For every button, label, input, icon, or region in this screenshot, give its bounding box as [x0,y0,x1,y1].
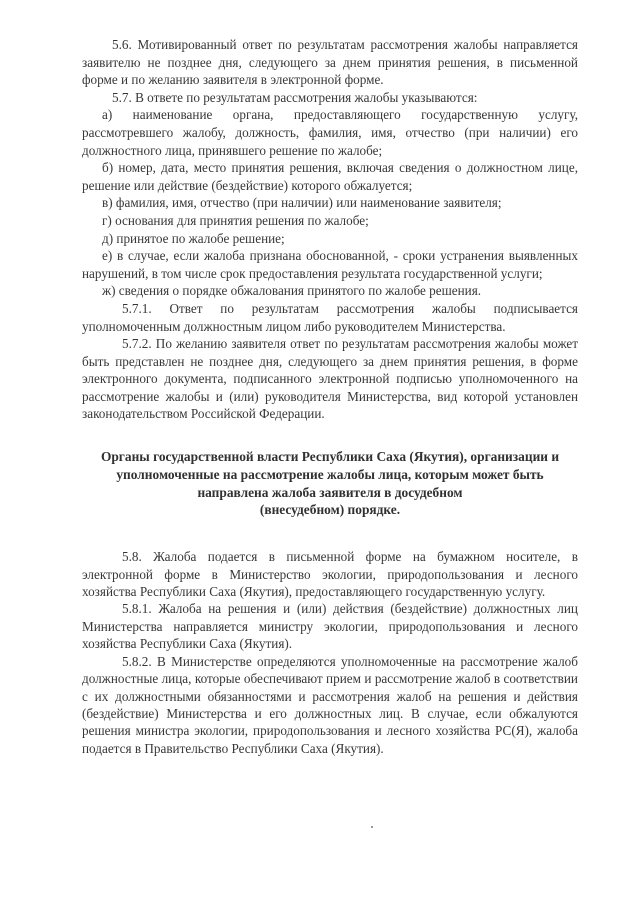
list-item-d: д) принятое по жалобе решение; [102,230,285,246]
paragraph-5-7: 5.7. В ответе по результатам рассмотрения жалобы указываются: [112,89,478,105]
list-item-v: в) фамилия, имя, отчество (при наличии) или наименование заявителя; [102,195,502,211]
paragraph-5-8-1: 5.8.1. Жалоба на решения и (или) действия (бездействие) должностных лиц Министерства направляется министру экологии, природопользования и лесного хозяйства Республики Саха (Якутия). [82,601,578,652]
heading-line-3: направлена жалоба заявителя в досудебном [197,484,463,500]
heading-line-1: Органы государственной власти Республики Саха (Якутия), организации и [100,449,560,465]
heading-line-2: уполномоченные на рассмотрение жалобы лица, которым может быть [116,466,544,482]
paragraph-5-7-2: 5.7.2. По желанию заявителя ответ по результатам рассмотрения жалобы может быть представлен не позднее дня, следующего за днем принятия решения, в форме электронного документа, подписанного электронной подписью уполномоченного на рассмотрение жалобы и (или) руководителя Министерства, вид которой установлен законодательством Российской Федерации. [82,336,578,422]
list-item-zh: ж) сведения о порядке обжалования принятого по жалобе решения. [102,283,482,299]
paragraph-5-7-1: 5.7.1. Ответ по результатам рассмотрения жалобы подписывается уполномоченным должностным лицом либо руководителем Министерства. [82,300,578,334]
list-item-e: е) в случае, если жалоба признана обоснованной, - сроки устранения выявленных нарушений, в том числе срок предоставления результата государственной услуги; [82,248,578,281]
list-item-g: г) основания для принятия решения по жалобе; [102,212,369,228]
paragraph-5-6: 5.6. Мотивированный ответ по результатам рассмотрения жалобы направляется заявителю не позднее дня, следующего за днем принятия решения, в письменной форме и по желанию заявителя в электронной форме. [82,37,578,88]
list-item-b: б) номер, дата, место принятия решения, включая сведения о должностном лице, решение или действие (бездействие) которого обжалуется; [82,160,578,193]
paragraph-5-8-2: 5.8.2. В Министерстве определяются уполномоченные на рассмотрение жалоб должностные лица, которые обеспечивают прием и рассмотрение жалоб в соответствии с их должностными обязанностями и рассмотрения жалоб на решения и действия (бездействие) Министерства и его должностных лиц. В случае, если обжалуются решения министра экологии, природопользования и лесного хозяйства РС(Я), жалоба подается в Правительство Республики Саха (Якутия). [82,653,578,756]
list-item-a: а) наименование органа, предоставляющего государственную услугу, рассмотревшего жалобу, должность, фамилия, имя, отчество (при наличии) его должностного лица, принявшего решение по жалобе; [82,107,578,158]
paragraph-5-8: 5.8. Жалоба подается в письменной форме на бумажном носителе, в электронной форме в Министерство экологии, природопользования и лесного хозяйства Республики Саха (Якутия), предоставляющего государственную услугу. [82,549,578,600]
scan-speck [371,826,373,828]
section-2-body [82,548,578,757]
heading-line-4: (внесудебном) порядке. [259,502,401,518]
section-heading [82,448,578,519]
